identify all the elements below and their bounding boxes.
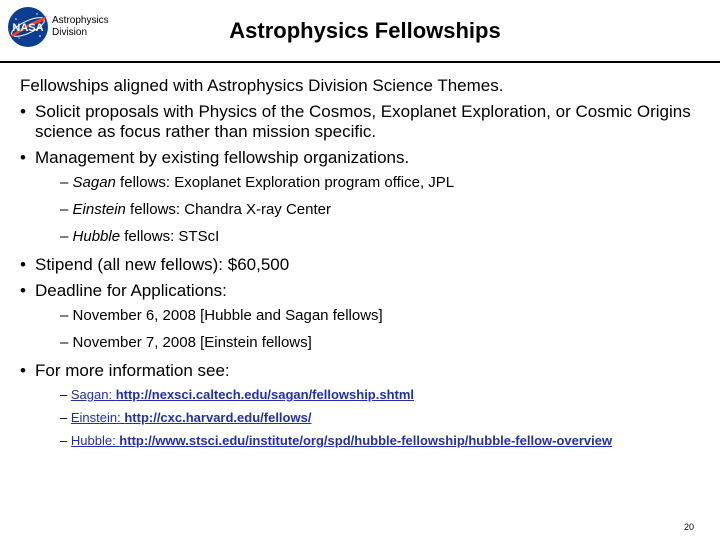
bullet-management: [20, 148, 710, 168]
page-number: 20: [683, 522, 694, 532]
bullet-deadline: [20, 281, 710, 301]
bullet-stipend: [20, 255, 710, 275]
bullet-marker: •: [20, 361, 26, 380]
bullet-text: Solicit proposals with Physics of the Cosmos, Exoplanet Exploration, or Cosmic Origins science as focus rather than mission specific.: [35, 102, 691, 141]
bullet-text: For more information see:: [35, 361, 230, 380]
division-line-1: Astrophysics: [52, 15, 109, 26]
header-divider: [0, 61, 720, 63]
link-einstein[interactable]: Einstein: http://cxc.harvard.edu/fellows/: [70, 410, 312, 425]
slide-content: [20, 75, 710, 456]
bullet-solicit: [20, 102, 710, 142]
nasa-logo-text: NASA: [12, 22, 44, 34]
slide-title: Astrophysics Fellowships: [229, 18, 501, 43]
intro-text: Fellowships aligned with Astrophysics Division Science Themes.: [20, 76, 504, 95]
link-sagan[interactable]: Sagan: http://nexsci.caltech.edu/sagan/fellowship.shtml: [70, 387, 415, 402]
link-item-hubble: – Hubble: http://www.stsci.edu/institute/org/spd/hubble-fellowship/hubble-fellow-overview: [60, 433, 613, 448]
bullet-text: Deadline for Applications:: [35, 281, 227, 300]
bullet-marker: •: [20, 281, 26, 300]
fellowship-name: Sagan: [72, 174, 116, 191]
bullet-marker: •: [20, 255, 26, 274]
link-hubble[interactable]: Hubble: http://www.stsci.edu/institute/org/spd/hubble-fellowship/hubble-fellow-overview: [70, 433, 613, 448]
fellowship-name: Hubble: [72, 228, 121, 245]
bullet-marker: •: [20, 148, 26, 167]
division-label: [52, 15, 109, 39]
nasa-logo: [6, 5, 50, 49]
management-item-hubble: – Hubble fellows: STScI: [60, 228, 220, 245]
bullet-more-info: [20, 361, 710, 381]
bullet-text: Management by existing fellowship organizations.: [35, 148, 410, 167]
management-item-einstein: – Einstein fellows: Chandra X-ray Center: [60, 201, 331, 218]
bullet-marker: •: [20, 102, 26, 121]
link-item-sagan: – Sagan: http://nexsci.caltech.edu/sagan/fellowship.shtml: [60, 387, 415, 402]
link-item-einstein: – Einstein: http://cxc.harvard.edu/fellows/: [60, 410, 312, 425]
management-item-sagan: – Sagan fellows: Exoplanet Exploration program office, JPL: [60, 174, 455, 191]
division-line-2: Division: [52, 27, 88, 38]
deadline-item-2: – November 7, 2008 [Einstein fellows]: [60, 334, 312, 351]
bullet-text: Stipend (all new fellows): $60,500: [35, 255, 290, 274]
fellowship-name: Einstein: [72, 201, 126, 218]
deadline-item-1: – November 6, 2008 [Hubble and Sagan fellows]: [60, 307, 383, 324]
